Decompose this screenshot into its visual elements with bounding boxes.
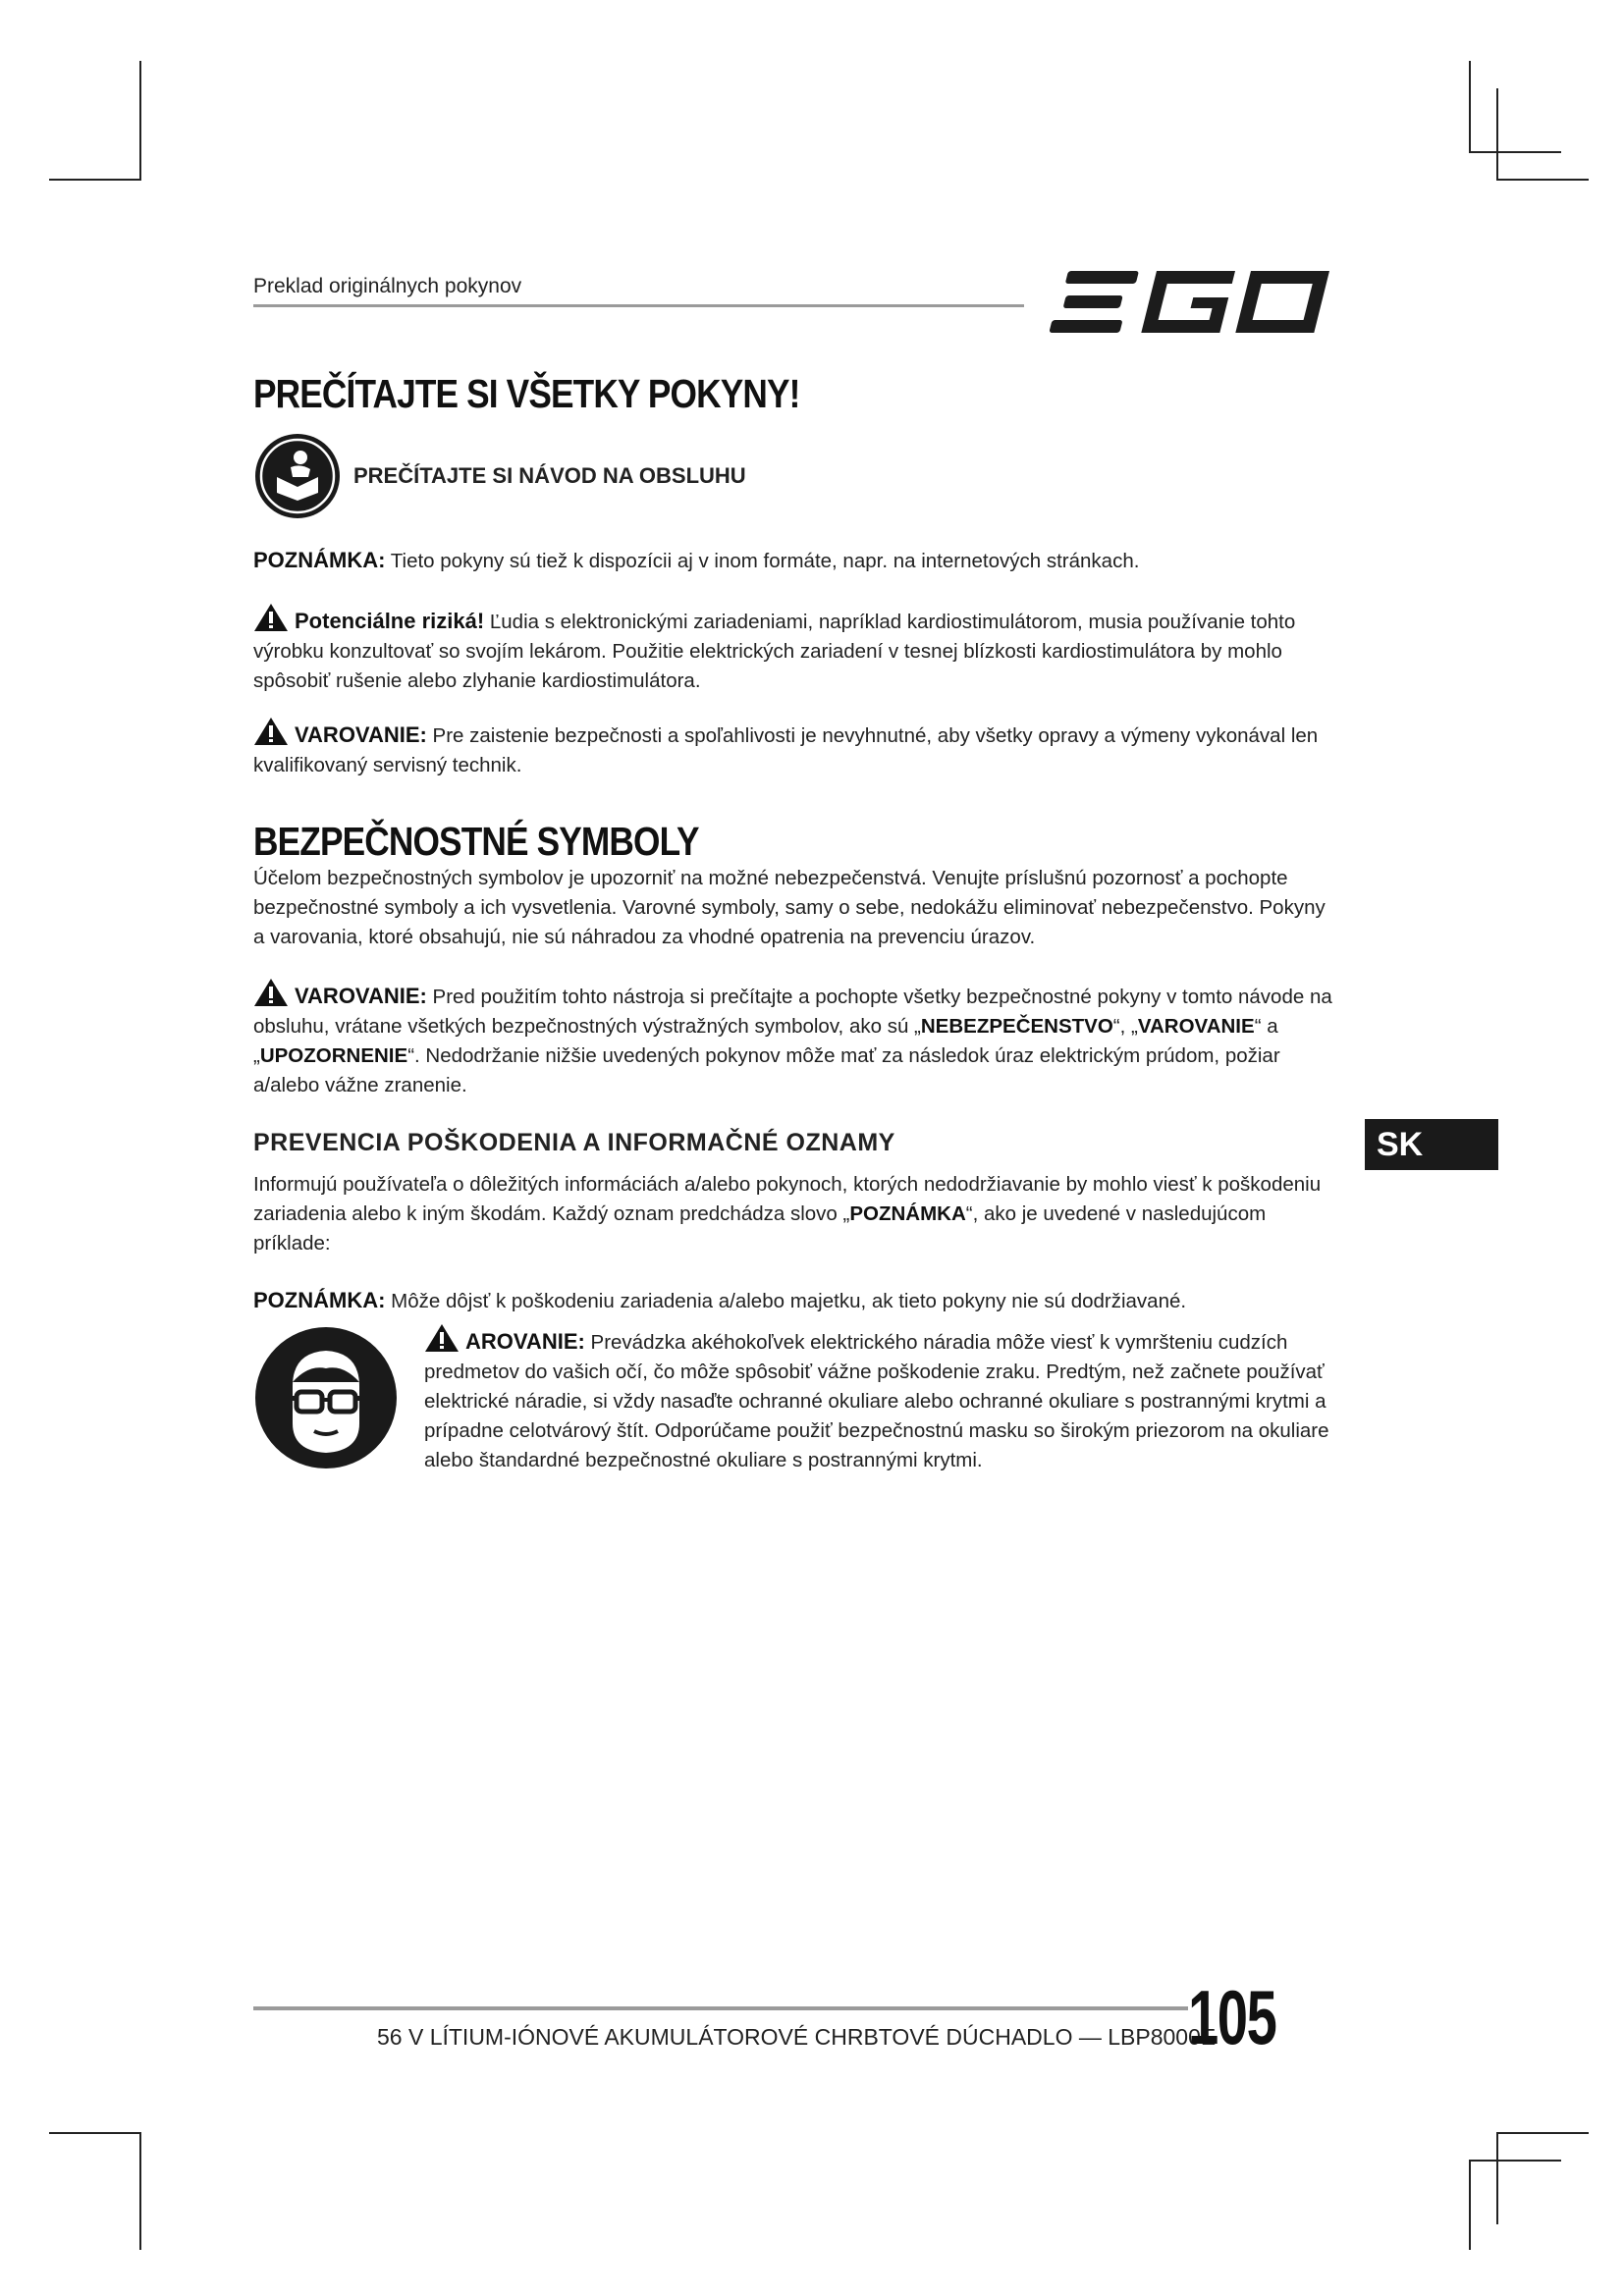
prevention-paragraph [253,1170,1333,1258]
warning-paragraph [253,717,1333,780]
footer-title: 56 V LÍTIUM-IÓNOVÉ AKUMULÁTOROVÉ CHRBTOVÉ DÚCHADLO — LBP8000E [377,2024,1217,2050]
read-manual-label: PREČÍTAJTE SI NÁVOD NA OBSLUHU [353,463,746,488]
breadcrumb: Preklad originálnych pokynov [253,275,522,297]
warning-paragraph [253,978,1333,1100]
note-text: Môže dôjsť k poškodeniu zariadenia a/alebo majetku, ak tieto pokyny nie sú dodržiavané. [385,1290,1187,1312]
crop-mark [1469,151,1561,153]
warning-text: “, „ [1112,1015,1138,1038]
crop-mark [1469,2160,1471,2250]
footer-divider [253,2006,1188,2010]
risk-text: Ľudia s elektronickými zariadeniami, napríklad kardiostimulátorom, musia používanie tohto výrobku konzultovať so svojím lekárom. Použitie elektrických zariadení v tesnej blízkosti kardiostimulátora by mohlo spôsobiť rušenie alebo zlyhanie kardiostimulátora. [253,611,1296,692]
note-label: POZNÁMKA: [253,548,386,572]
crop-mark [49,179,141,181]
warning-triangle-icon [253,717,289,746]
language-tab: SK [1365,1119,1498,1170]
crop-mark [49,2132,141,2134]
warning-triangle-icon [424,1323,460,1353]
warning-triangle-icon [253,603,289,632]
note-paragraph [253,1286,1333,1316]
page-title: PREČÍTAJTE SI VŠETKY POKYNY! [253,371,800,416]
crop-mark [1496,2132,1589,2134]
subsection-title: PREVENCIA POŠKODENIA A INFORMAČNÉ OZNAMY [253,1129,895,1156]
crop-mark [1496,2132,1498,2224]
symbols-intro: Účelom bezpečnostných symbolov je upozorniť na možné nebezpečenstvá. Venujte príslušnú pozornosť a pochopte bezpečnostné symboly a ich vysvetlenia. Varovné symboly, samy o sebe, nedokážu eliminovať nebezpečenstvo. Pokyny a varovania, ktoré obsahujú, nie sú náhradou za vhodné opatrenia na prevenciu úrazov. [253,867,1326,948]
header-divider [253,304,1024,307]
warning-text: “ a „ [253,1015,1278,1067]
warning-triangle-icon [253,978,289,1007]
note-text: Tieto pokyny sú tiež k dispozícii aj v inom formáte, napr. na internetových stránkach. [385,550,1140,572]
warning-label: VAROVANIE: [295,984,427,1008]
risk-paragraph [253,603,1333,696]
crop-mark [1469,61,1471,153]
warning-text: “. Nedodržanie nižšie uvedených pokynov môže mať za následok úraz elektrickým prúdom, požiar a/alebo vážne zranenie. [253,1044,1280,1096]
page-number: 105 [1188,1974,1276,2060]
warning-text: Pred použitím tohto nástroja si prečítajte a pochopte všetky bezpečnostné pokyny v tomto návode na obsluhu, vrátane všetkých bezpečnostných výstražných symbolov, ako sú „ [253,986,1332,1038]
keyword: NEBEZPEČENSTVO [920,1015,1113,1038]
prevention-text: Informujú používateľa o dôležitých informáciách a/alebo pokynoch, ktorých nedodržiavanie by mohlo viesť k poškodeniu zariadenia alebo k iným škodám. Každý oznam predchádza slovo „ [253,1173,1322,1225]
warning-label: AROVANIE: [465,1329,585,1354]
warning-text: Prevádzka akéhokoľvek elektrického náradia môže viesť k vymršteniu cudzích predmetov do vašich očí, čo môže spôsobiť vážne poškodenie zraku. Predtým, než začnete používať elektrické náradie, si vždy nasaďte ochranné okuliare alebo ochranné okuliare s postrannými krytmi a prípadne celotvárový štít. Odporúčame použiť bezpečnostnú masku so širokým priezorom na okuliare alebo štandardné bezpečnostné okuliare s postrannými krytmi. [424,1331,1329,1471]
warning-text: Pre zaistenie bezpečnosti a spoľahlivosti je nevyhnutné, aby všetky opravy a výmeny vykonával len kvalifikovaný servisný technik. [253,724,1319,776]
note-label: POZNÁMKA: [253,1288,386,1312]
crop-mark [1469,2160,1561,2162]
risk-label: Potenciálne riziká! [295,609,485,633]
section-title: BEZPEČNOSTNÉ SYMBOLY [253,819,699,864]
keyword: UPOZORNENIE [259,1044,408,1067]
warning-label: VAROVANIE: [295,722,427,747]
read-manual-icon [253,432,342,520]
warning-paragraph [424,1323,1337,1475]
ego-logo [1045,263,1349,342]
prevention-text: “, ako je uvedené v nasledujúcom príklade: [253,1202,1267,1255]
keyword: VAROVANIE [1137,1015,1255,1038]
keyword: POZNÁMKA [849,1202,966,1225]
crop-mark [139,2132,141,2250]
eye-protection-icon [253,1325,399,1470]
crop-mark [139,61,141,181]
crop-mark [1496,88,1498,181]
note-paragraph [253,546,1333,576]
crop-mark [1496,179,1589,181]
